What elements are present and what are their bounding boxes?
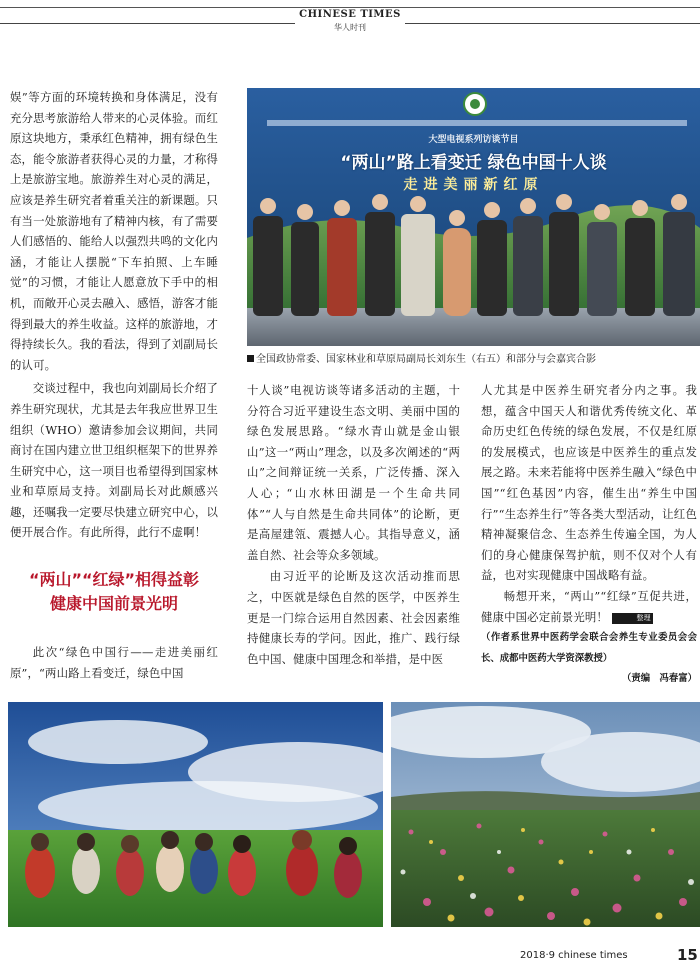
middle-paragraph-2: 由习近平的论断及这次活动推而思之，中医就是绿色自然的医学，中医养生更是一门综合运用自然因素、社会因素维持健康长寿的学问。因此，推广、践行绿色中国、健康中国理念和举措，是中医: [247, 569, 460, 666]
flower-meadow-photo-image: [391, 702, 700, 927]
top-rule: [0, 7, 700, 8]
left-paragraph-3: 此次“绿色中国行——走进美丽红原”，“两山路上看变迁，绿色中国: [10, 645, 218, 680]
middle-paragraph-1: 十人谈”电视访谈等诸多活动的主题，十分符合习近平建设生态文明、美丽中国的绿色发展思路。“绿水青山就是金山银山”这一“两山”理念，以及多次阐述的“两山”之间辩证统一关系，广泛传播、深入人心；“山水林田湖是一个生命共同体”“人与自然是生命共同体”的论断，更是高屋建瓴、震撼人心。其指导意义，涵盖自然、社会等众多领域。: [247, 383, 460, 562]
flower-meadow-photo: [391, 702, 700, 927]
caption-square-icon: [247, 355, 254, 362]
masthead-title: CHINESE TIMES: [299, 9, 401, 20]
tourists-photo: [8, 702, 383, 927]
tourists-photo-image: [8, 702, 383, 927]
banner-small-title: 大型电视系列访谈节目: [428, 135, 519, 145]
photo-caption: [247, 350, 700, 365]
group-photo: [247, 88, 700, 346]
right-paragraph-2: [481, 586, 697, 627]
left-paragraph-2: 交谈过程中，我也向刘副局长介绍了养生研究现状，尤其是去年我应世界卫生组织（WHO）邀请参加会议期间，共同商讨在国内建立世卫组织框架下的世界养生研究中心，这一项目也希望得到国家林业和草原局支持。刘副局长对此颇感兴趣，还嘱我一定要尽快建立研究中心，以便开展合作。有此所得，此行不虚啊！: [10, 381, 218, 540]
page-number: 15: [677, 946, 698, 964]
group-photo-image: [247, 88, 700, 346]
middle-column: [247, 380, 460, 669]
banner-main-title: “两山”路上看变迁 绿色中国十人谈: [340, 153, 607, 173]
issue-label: 2018·9 chinese times: [520, 950, 628, 961]
left-column: [10, 87, 218, 543]
banner-subtitle: 走进美丽新红原: [403, 177, 544, 193]
left-paragraph-1: 娱”等方面的环境转换和身体满足，没有充分思考旅游给人带来的心灵体验。而红原这块地方，秉承红色精神，拥有绿色生态，能令旅游者获得心灵的力量，才称得上是旅游宝地。旅游养生对心灵的满足，应该是养生研究者着重关注的新课题。只有当一处旅游地有了精神内核，有了需要人们感悟的、能给人以强烈共鸣的文化内涵，才能让人摆脱“下车拍照、上车睡觉”的习惯，才能让人愿意放下手中的相机，而敞开心灵去融入、感悟，游客才能得到最大的养生收益。这样的旅游地，才得持续长久。我的看法，得到了刘副局长的认可。: [10, 90, 218, 372]
right-paragraph-2-text: 畅想开来，“两山”“红绿”互促共进，健康中国必定前景光明！: [481, 588, 697, 624]
right-column: [481, 380, 697, 690]
left-column-lower: [10, 642, 218, 683]
masthead-subtitle: 华人时刊: [334, 23, 366, 32]
section-heading-line-2: 健康中国前景光明: [49, 594, 178, 613]
right-paragraph-1: 人尤其是中医养生研究者分内之事。我想，蕴含中国天人和谐优秀传统文化、革命历史红色传统的绿色发展，不仅是红原的发展模式，也应该是中医养生的重点发展之路。未来若能将中医养生融入“绿色中国”“红色基因”内容，催生出“养生中国行”“生态养生行”等各类大型活动，让红色精神凝聚信念、生态养生传遍全国，为人们的身心健康保驾护航，则不仅对个人有益，也对实现健康中国战略有益。: [481, 383, 697, 583]
editor-note: （责编 冯春富）: [621, 673, 697, 685]
author-note: （作者系世界中医药学会联合会养生专业委员会会长、成都中医药大学资深教授）: [481, 632, 697, 664]
photo-caption-text: 全国政协常委、国家林业和草原局副局长刘东生（右五）和部分与会嘉宾合影: [256, 354, 596, 365]
section-heading-line-1: “两山”“红绿”相得益彰: [28, 570, 200, 589]
section-heading: [10, 568, 218, 616]
end-mark-icon: 整理: [612, 613, 653, 624]
